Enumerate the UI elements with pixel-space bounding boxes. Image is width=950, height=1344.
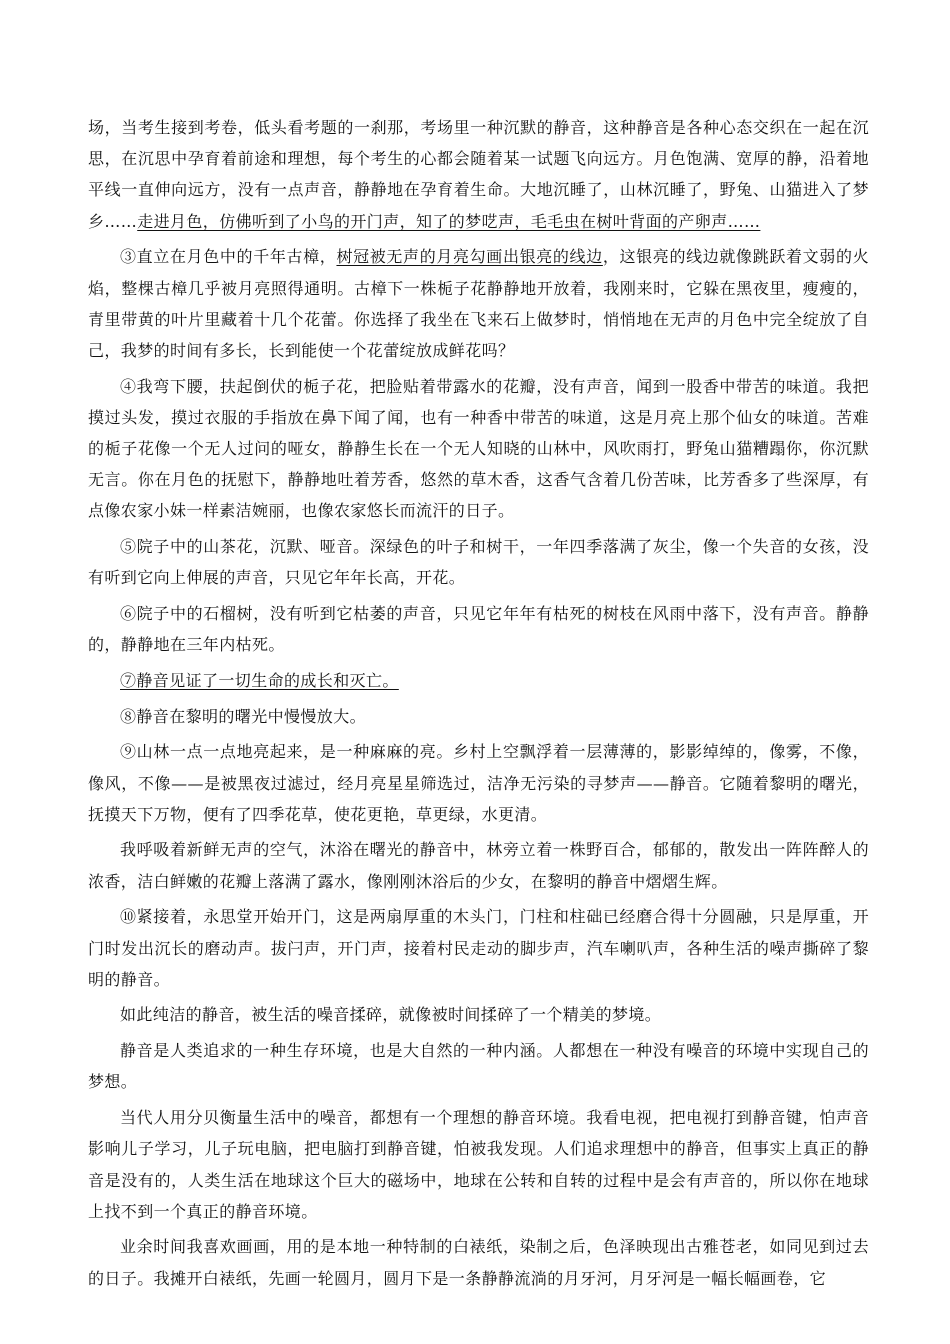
paragraph bbox=[88, 112, 869, 237]
paragraph bbox=[88, 598, 869, 660]
underlined-text: 走进月色，仿佛听到了小鸟的开门声，知了的梦呓声，毛毛虫在树叶背面的产卵声…… bbox=[137, 211, 761, 231]
paragraph bbox=[88, 901, 869, 995]
paragraph-text: ⑧静音在黎明的曙光中慢慢放大。 bbox=[120, 706, 367, 726]
document-body bbox=[88, 112, 869, 1298]
paragraph bbox=[88, 736, 869, 830]
paragraph bbox=[88, 1231, 869, 1293]
paragraph bbox=[88, 665, 869, 696]
paragraph bbox=[88, 371, 869, 527]
paragraph-text: ，这银亮的线边就像跳跃着文弱的火焰，整棵古樟几乎被月亮照得通明。古樟下一株栀子花静静地开放着，我刚来时，它躲在黑夜里，瘦瘦的，青里带黄的叶片里藏着十几个花蕾。你选择了我坐在飞来石上做梦时，悄悄地在无声的月色中完全绽放了自己，我梦的时间有多长，长到能使一个花蕾绽放成鲜花吗？ bbox=[88, 247, 870, 360]
paragraph bbox=[88, 1102, 869, 1227]
paragraph-text: 我呼吸着新鲜无声的空气，沐浴在曙光的静音中，林旁立着一株野百合，郁郁的，散发出一阵阵醉人的浓香，洁白鲜嫩的花瓣上落满了露水，像刚刚沐浴后的少女，在黎明的静音中熠熠生辉。 bbox=[88, 840, 869, 891]
paragraph-text: 如此纯洁的静音，被生活的噪音揉碎，就像被时间揉碎了一个精美的梦境。 bbox=[120, 1005, 662, 1025]
paragraph bbox=[88, 701, 869, 732]
paragraph-text: ⑩紧接着，永思堂开始开门，这是两扇厚重的木头门，门柱和柱础已经磨合得十分圆融，只是厚重，开门时发出沉长的磨动声。拔闩声，开门声，接着村民走动的脚步声，汽车喇叭声，各种生活的噪声撕碎了黎明的静音。 bbox=[88, 907, 869, 989]
paragraph-text: ⑥院子中的石榴树，没有听到它枯萎的声音，只见它年年有枯死的树枝在风雨中落下，没有声音。静静的，静静地在三年内枯死。 bbox=[88, 604, 869, 655]
paragraph-text: 业余时间我喜欢画画，用的是本地一种特制的白裱纸，染制之后，色泽映现出古雅苍老，如同见到过去的日子。我摊开白裱纸，先画一轮圆月，圆月下是一条静静流淌的月牙河，月牙河是一幅长幅画卷，它 bbox=[88, 1237, 869, 1288]
paragraph-text: ⑤院子中的山茶花，沉默、哑音。深绿色的叶子和树干，一年四季落满了灰尘，像一个失音的女孩，没有听到它向上伸展的声音，只见它年年长高，开花。 bbox=[88, 537, 869, 588]
underlined-text: 树冠被无声的月亮勾画出银亮的线边 bbox=[336, 247, 603, 267]
paragraph bbox=[88, 531, 869, 593]
paragraph-text: ⑨山林一点一点地亮起来，是一种麻麻的亮。乡村上空飘浮着一层薄薄的，影影绰绰的，像雾，不像，像风，不像——是被黑夜过滤过，经月亮星星筛选过，洁净无污染的寻梦声——静音。它随着黎明的曙光，抚摸天下万物，便有了四季花草，使花更艳，草更绿，水更清。 bbox=[88, 742, 869, 824]
paragraph-text: ④我弯下腰，扶起倒伏的栀子花，把脸贴着带露水的花瓣，没有声音，闻到一股香中带苦的味道。我把摸过头发，摸过衣服的手指放在鼻下闻了闻，也有一种香中带苦的味道，这是月亮上那个仙女的味道。苦难的栀子花像一个无人过问的哑女，静静生长在一个无人知晓的山林中，风吹雨打，野兔山猫糟蹋你，你沉默无言。你在月色的抚慰下，静静地吐着芳香，悠然的草木香，这香气含着几份苦味，比芳香多了些深厚，有点像农家小妹一样素洁婉丽，也像农家悠长而流汗的日子。 bbox=[88, 376, 869, 521]
paragraph bbox=[88, 834, 869, 896]
paragraph-text: 场，当考生接到考卷，低头看考题的一刹那，考场里一种沉默的静音，这种静音是各种心态交织在一起在沉思，在沉思中孕育着前途和理想，每个考生的心都会随着某一试题飞向远方。月色饱满、宽厚的静，沿着地平线一直伸向远方，没有一点声音，静静地在孕育着生命。大地沉睡了，山林沉睡了，野兔、山猫进入了梦乡…… bbox=[88, 118, 869, 231]
paragraph-text: 静音是人类追求的一种生存环境，也是大自然的一种内涵。人都想在一种没有噪音的环境中实现自己的梦想。 bbox=[88, 1041, 869, 1092]
paragraph bbox=[88, 1035, 869, 1097]
paragraph-text: 当代人用分贝衡量生活中的噪音，都想有一个理想的静音环境。我看电视，把电视打到静音键，怕声音影响儿子学习，儿子玩电脑，把电脑打到静音键，怕被我发现。人们追求理想中的静音，但事实上真正的静音是没有的，人类生活在地球这个巨大的磁场中，地球在公转和自转的过程中是会有声音的，所以你在地球上找不到一个真正的静音环境。 bbox=[88, 1108, 869, 1221]
paragraph bbox=[88, 241, 869, 366]
paragraph bbox=[88, 999, 869, 1030]
underlined-text: ⑦静音见证了一切生命的成长和灭亡。 bbox=[120, 670, 399, 690]
paragraph-text: ③直立在月色中的千年古樟， bbox=[120, 247, 337, 267]
